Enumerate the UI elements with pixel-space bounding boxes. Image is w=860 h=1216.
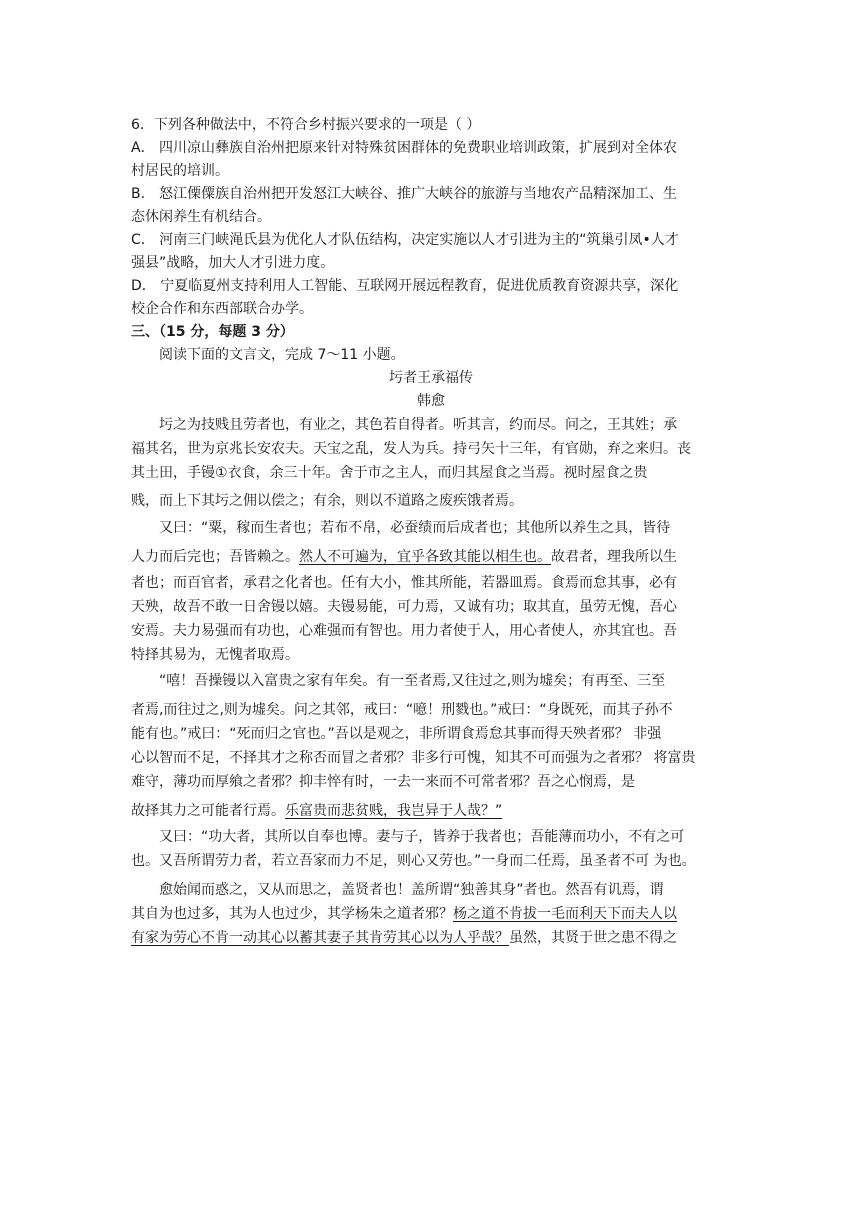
underlined-sentence: 乐富贵而悲贫贱，我岂异于人哉？” (285, 803, 503, 819)
passage-line: 者焉,而往过之,则为墟矣。问之其邻，戒曰：“噫！刑戮也。”戒曰：“身既死，而其子孙不 (131, 702, 673, 718)
passage-line: 其土田，手镘①衣食，余三十年。舍于市之主人，而归其屋食之当焉。视时屋食之贵 (131, 465, 648, 481)
passage-line: 又曰：“功大者，其所以自奉也博。妻与子，皆养于我者也；吾能薄而功小，不有之可 (159, 829, 685, 845)
option-b-line-1: B． 怒江傈僳族自治州把开发怒江大峡谷、推广大峡谷的旅游与当地农产品精深加工、生 (131, 186, 678, 202)
passage-line: 又曰：“粟，稼而生者也；若布不帛，必蚕绩而后成者也；其他所以养生之具，皆待 (159, 520, 671, 536)
passage-line: 心以智而不足，不择其才之称否而冒之者邪？非多行可愧，知其不可而强为之者邪？ 将富贵 (131, 750, 696, 766)
passage-line: 愈始闻而惑之，又从而思之，盖贤者也！盖所谓“独善其身”者也。然吾有讥焉，谓 (159, 882, 664, 898)
section-instruction: 阅读下面的文言文，完成 7～11 小题。 (159, 347, 405, 363)
underlined-sentence: 杨之道不肯拔一毛而利天下而夫人以 (453, 906, 677, 922)
passage-line: 者也；而百官者，承君之化者也。任有大小，惟其所能，若器皿焉。食焉而怠其事，必有 (131, 575, 677, 591)
option-d-line-1: D． 宁夏临夏州支持利用人工智能、互联网开展远程教育，促进优质教育资源共享，深化 (131, 278, 679, 294)
passage-line: 特择其易为，无愧者取焉。 (131, 647, 299, 663)
passage-author: 韩愈 (417, 393, 445, 409)
option-b-line-2: 态休闲养生有机结合。 (131, 209, 271, 225)
passage-title: 圬者王承福传 (389, 370, 473, 386)
underlined-sentence: 有家为劳心不肯一动其心以蓄其妻子其肯劳其心以为人乎哉？ (131, 930, 509, 946)
passage-line: 安焉。夫力易强而有功也，心难强而有智也。用力者使于人，用心者使人，亦其宜也。吾 (131, 623, 677, 639)
underlined-sentence: 然人不可遍为，宜乎各致其能以相生也。 (299, 549, 551, 565)
passage-line: 难守，薄功而厚飨之者邪？抑丰悴有时，一去一来而不可常者邪？吾之心悯焉，是 (131, 774, 635, 790)
option-d-line-2: 校企合作和东西部联合办学。 (131, 301, 313, 317)
passage-line: 其自为也过多，其为人也过少，其学杨朱之道者邪？杨之道不肯拔一毛而利天下而夫人以 (131, 906, 677, 922)
question-6-stem: 6．下列各种做法中，不符合乡村振兴要求的一项是（ ） (131, 117, 481, 133)
option-a-line-1: A． 四川凉山彝族自治州把原来针对特殊贫困群体的免费职业培训政策，扩展到对全体农 (131, 140, 678, 156)
passage-line: 天殃，故吾不敢一日舍镘以嬉。夫镘易能，可力焉，又诚有功；取其直，虽劳无愧，吾心 (131, 599, 677, 615)
passage-line: 也。又吾所谓劳力者，若立吾家而力不足，则心又劳也。”一身而二任焉，虽圣者不可 为也。 (131, 853, 696, 869)
option-a-line-2: 村居民的培训。 (131, 163, 229, 179)
passage-line: “嘻！吾操镘以入富贵之家有年矣。有一至者焉,又往过之,则为墟矣；有再至、三至 (159, 673, 666, 689)
option-c-line-2: 强县”战略，加大人才引进力度。 (131, 255, 335, 271)
passage-line: 福其名，世为京兆长安农夫。天宝之乱，发人为兵。持弓矢十三年，有官勋，弃之来归。丧 (131, 441, 691, 457)
passage-line: 贱，而上下其圬之佣以偿之；有余，则以不道路之废疾饿者焉。 (131, 493, 523, 509)
passage-line: 故择其力之可能者行焉。乐富贵而悲贫贱，我岂异于人哉？” (131, 803, 503, 819)
passage-line: 能有也。”戒曰：“死而归之官也。”吾以是观之，非所谓食焉怠其事而得天殃者邪？ 非强 (131, 726, 662, 742)
section-heading: 三、（15 分，每题 3 分） (131, 324, 294, 340)
passage-line: 有家为劳心不肯一动其心以蓄其妻子其肯劳其心以为人乎哉？虽然，其贤于世之患不得之 (131, 930, 677, 946)
passage-line: 人力而后完也；吾皆赖之。然人不可遍为，宜乎各致其能以相生也。故君者，理我所以生 (131, 549, 677, 565)
passage-line: 圬之为技贱且劳者也，有业之，其色若自得者。听其言，约而尽。问之，王其姓；承 (159, 417, 677, 433)
option-c-line-1: C． 河南三门峡渑氏县为优化人才队伍结构，决定实施以人才引进为主的“筑巢引凤•人才 (131, 232, 679, 248)
